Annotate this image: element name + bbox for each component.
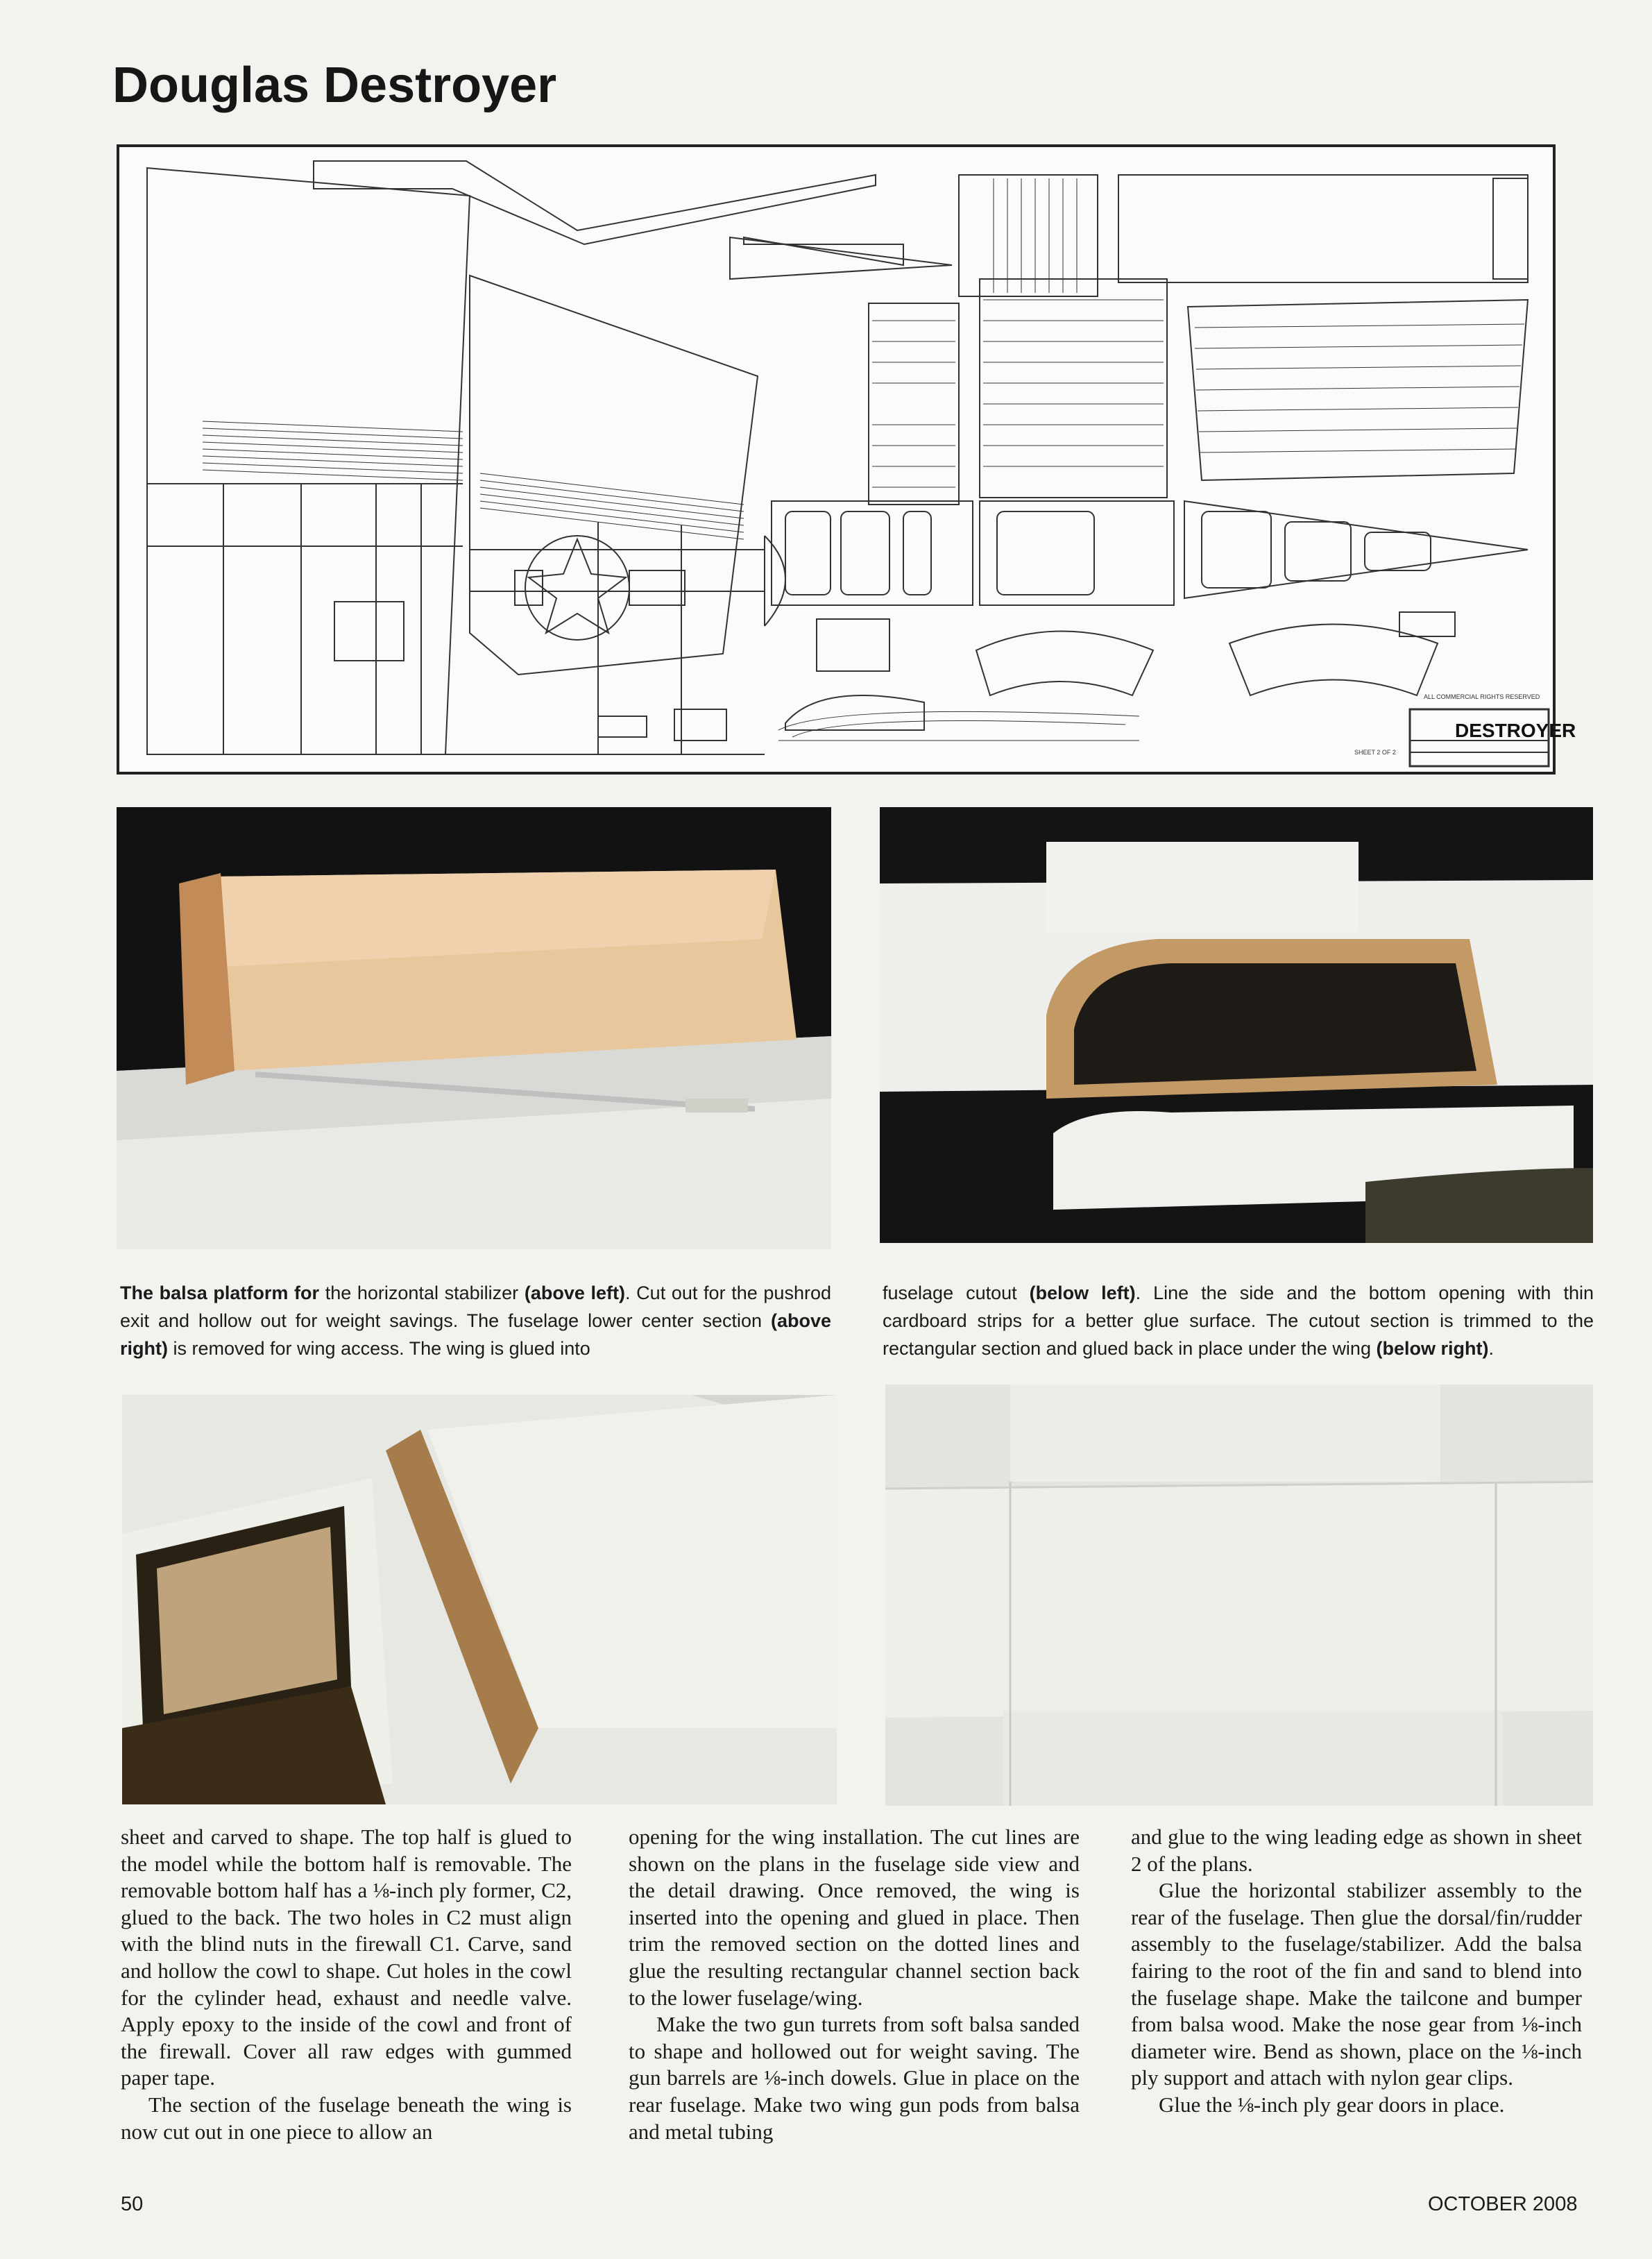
- photo-cutout-glued-back: [885, 1385, 1593, 1806]
- outboard-wing-outline: [470, 276, 758, 675]
- col1-paragraph-1: sheet and carved to shape. The top half is glued to the model while the bottom half is removable. The removable bottom half has a ⅛-inch ply former, C2, glued to the back. The two holes in C2 must align with the blind nuts in the firewall C1. Carve, sand and hollow the cowl to shape. Cut holes in the cowl for the cylinder head, exhaust and needle valve. Apply epoxy to the inside of the cowl and front of the firewall. Cover all raw edges with gummed paper tape.: [121, 1825, 572, 2090]
- body-column-2: [629, 1824, 1080, 2145]
- caption-left: [120, 1279, 831, 1362]
- former-f5: [1118, 175, 1528, 282]
- caption-left-text-3: is removed for wing access. The wing is glued into: [167, 1338, 590, 1359]
- col2-paragraph-2: Make the two gun turrets from soft balsa sanded to shape and hollowed out for weight saving. The gun barrels are ⅛-inch dowels. Glue in place on the rear fuselage. Make two wing gun pods from balsa and metal tubing: [629, 2012, 1080, 2144]
- caption-right-bold-1: (below left): [1029, 1283, 1136, 1303]
- part-d4: [976, 632, 1153, 696]
- part-d2: [1229, 625, 1438, 696]
- wing-tip: [765, 536, 785, 626]
- col3-paragraph-1: and glue to the wing leading edge as shown in sheet 2 of the plans.: [1131, 1825, 1582, 1876]
- photo-stabilizer-platform: [117, 807, 831, 1249]
- page-number: 50: [121, 2193, 144, 2215]
- part-d1: [869, 303, 959, 505]
- plans-drawing: [117, 144, 1576, 775]
- plans-line-art: [119, 147, 1576, 772]
- plans-logo: DESTROYER: [1455, 720, 1576, 741]
- col2-paragraph-1: opening for the wing installation. The cut lines are shown on the plans in the fuselage side view and the detail drawing. Once removed, the wing is inserted into the opening and glued in place. Then trim the removed section on the dotted lines and glue the resulting rectangular channel section back to the lower fuselage/wing.: [629, 1825, 1080, 2010]
- caption-right-bold-2: (below right): [1376, 1338, 1489, 1359]
- col3-paragraph-3: Glue the ⅛-inch ply gear doors in place.: [1159, 2092, 1505, 2117]
- caption-left-text-2: . Cut out for the pushrod exit and hollow out for weight savings. The fuselage lower center section: [120, 1283, 831, 1331]
- issue-date: OCTOBER 2008: [1428, 2193, 1578, 2215]
- photo-fuselage-lower-section: [880, 807, 1593, 1243]
- caption-right-text-2: . Line the side and the bottom opening with thin cardboard strips for a better glue surface. The cutout section is trimmed to the rectangular section and glued back in place under the wing: [883, 1283, 1594, 1359]
- caption-right-text-3: .: [1488, 1338, 1494, 1359]
- caption-left-text-1: the horizontal stabilizer: [319, 1283, 525, 1303]
- line-guide: [1399, 612, 1455, 636]
- former-f1: [772, 501, 973, 605]
- insignia-circle: [525, 536, 629, 640]
- rights-text: ALL COMMERCIAL RIGHTS RESERVED: [1424, 693, 1540, 700]
- caption-left-bold-3: (above right): [120, 1310, 831, 1359]
- page-title: Douglas Destroyer: [112, 58, 557, 113]
- body-column-3: [1131, 1824, 1582, 2119]
- gear-mount-doubler: [334, 602, 404, 661]
- col3-paragraph-2: Glue the horizontal stabilizer assembly to the rear of the fuselage. Then glue the dorsal/fin/rudder assembly to the fuselage/stabilizer. Add the balsa fairing to the root of the fin and sand to blend into the fuselage shape. Make the tailcone and bumper from balsa wood. Make the nose gear from ⅛-inch diameter wire. Bend as shown, place on the ⅛-inch ply support and attach with nylon gear clips.: [1131, 1878, 1582, 2090]
- sheet-label: SHEET 2 OF 2: [1354, 749, 1396, 756]
- photo-wing-glued-in-cutout: [122, 1395, 837, 1804]
- col1-paragraph-2: The section of the fuselage beneath the wing is now cut out in one piece to allow an: [121, 2092, 572, 2144]
- caption-left-bold-1: The balsa platform for: [120, 1283, 320, 1303]
- part-d3: [980, 279, 1167, 498]
- wing-spar-pattern: [314, 161, 876, 244]
- former-f3: [1184, 501, 1528, 598]
- body-column-1: [121, 1824, 572, 2145]
- former-f2: [980, 501, 1174, 605]
- caption-left-bold-2: (above left): [524, 1283, 626, 1303]
- caption-right: [883, 1279, 1594, 1362]
- caption-right-text-1: fuselage cutout: [883, 1283, 1030, 1303]
